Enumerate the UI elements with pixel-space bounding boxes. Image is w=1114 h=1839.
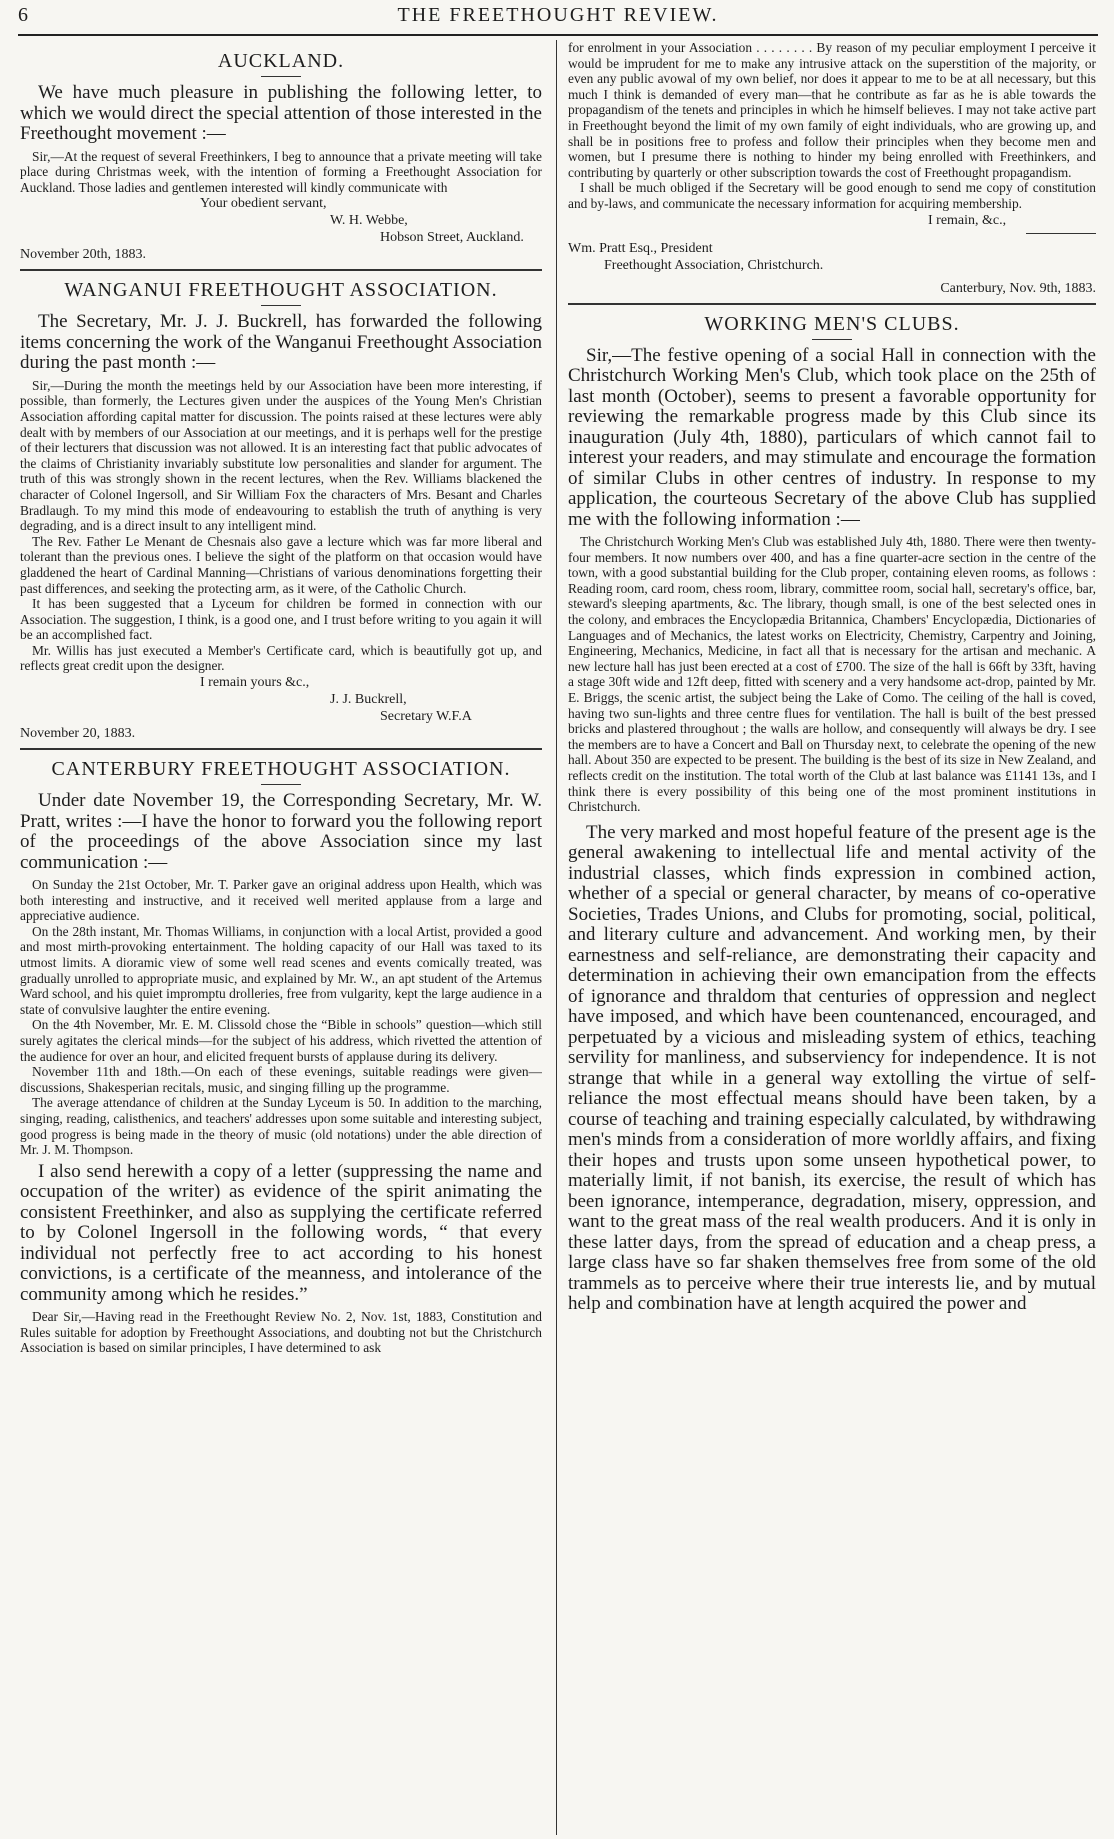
section-separator	[20, 269, 542, 271]
letter-paragraph: for enrolment in your Association . . . . . . . . By reason of my peculiar employment I perceive it would be imprudent for me to make any intrusive attack on the superstition of the majority, or even any public avowal of my own belief, nor does it appear to me to be at all necessary, but this much I think is demanded of every man—that he contribute as far as he is able towards the propagandism of the tenets and principles in which he himself believes. I may not take active part in Freethought beyond the limit of my own family of eight individuals, who are growing up, and shall be in positions free to profess and follow their principles when they become men and women, but I presume there is nothing to hinder my being enrolled with Freethinkers, and contributing by quarterly or other subscription towards the cost of Freethought propagandism.	[568, 40, 1096, 180]
letter-address: Hobson Street, Auckland.	[380, 230, 524, 246]
article-canterbury-continued	[568, 40, 1096, 297]
report-paragraph: On the 28th instant, Mr. Thomas Williams, in conjunction with a local Artist, provided a good and most mirth-provoking entertainment. The holding capacity of our Hall was taxed to its utmost limits. A dioramic view of some well read scenes and events comically treated, was gradually unrolled to appropriate music, and explained by Mr. W., an apt student of the Artemus Ward school, and his quiet impromptu drolleries, free from vulgarity, kept the large audience in a state of convulsive laughter the entire evening.	[20, 923, 542, 1017]
heading-rule	[261, 76, 301, 77]
right-column	[568, 40, 1096, 1835]
letter-recipient-org: Freethought Association, Christchurch.	[604, 257, 824, 273]
article-lead: Under date November 19, the Corresponding Secretary, Mr. W. Pratt, writes :—I have the honor to forward you the following report of the proceedings of the above Association since my last communication :—	[20, 790, 542, 873]
article-heading: WANGANUI FREETHOUGHT ASSOCIATION.	[64, 279, 498, 302]
letter-date: November 20, 1883.	[20, 726, 136, 742]
column-divider	[556, 40, 557, 1835]
letter-signer: J. J. Buckrell,	[330, 692, 407, 708]
letter-paragraph: Sir,—During the month the meetings held by our Association have been more interesting, if possible, than formerly, the Lectures given under the auspices of the Young Men's Christian Association affording capital matter for discussion. The points raised at these lectures were ably dealt with by members of our Association at our meetings, and it is perhaps well for the prestige of their lecturers that discussion was not allowed. It is an interesting fact that public advocates of the claims of Christianity invariably substitute low personalities and slander for argument. The truth of this was strongly shown in the recent lectures, when the Rev. Williams blackened the character of Colonel Ingersoll, and Sir William Fox the characters of Mrs. Besant and Charles Bradlaugh. To my mind this mode of endeavouring to establish the truth of anything is very degrading, and is a direct insult to any intelligent mind.	[20, 377, 542, 534]
letter-paragraph: I shall be much obliged if the Secretary will be good enough to send me copy of constitution and by-laws, and communicate the necessary information for acquiring membership.	[568, 180, 1096, 211]
header-rule	[18, 34, 1098, 36]
article-heading: WORKING MEN'S CLUBS.	[704, 312, 960, 335]
article-paragraph: The very marked and most hopeful feature of the present age is the general awakening to intellectual life and mental activity of the industrial classes, which finds expression in combined action, whether of a special or general character, by means of co-operative Societies, Trades Unions, and Clubs for promoting, social, political, and literary culture and advancement. And working men, by their earnestness and self-reliance, are demonstrating their capacity and determination in achieving their own emancipation from the effects of ignorance and thraldom that centuries of oppression and neglect have imposed, and which have been countenanced, encouraged, and perpetuated by a vicious and misleading system of ethics, teaching servility for manliness, and subserviency for independence. It is not strange that while in a general way extolling the virtue of self-reliance the most effectual means should have been taken, by a course of teaching and training especially calculated, by withdrawing men's minds from a consideration of more worldly affairs, and fixing their hopes and trusts upon some unseen hypothetical power, to materially limit, if not banish, its exercise, the result of which has been ignorance, intemperance, degradation, misery, oppression, and want to the great mass of the real wealth producers. And it is only in these latter days, from the spread of education and a cheap press, a large class have so far shaken themselves free from some of the old trammels as to perceive where their true interests lie, and by mutual help and combination have at length acquired the power and	[568, 821, 1096, 1315]
letter-date: November 20th, 1883.	[20, 247, 146, 263]
heading-rule	[261, 305, 301, 306]
letter-paragraph: It has been suggested that a Lyceum for children be formed in connection with our Association. The suggestion, I think, is a good one, and I trust before writing to you again it will be an accomplished fact.	[20, 596, 542, 643]
article-working-mens-clubs	[568, 313, 1096, 1315]
report-paragraph: On Sunday the 21st October, Mr. T. Parker gave an original address upon Health, which was both interesting and instructive, and it received well merited applause from a large and appreciative audience.	[20, 877, 542, 924]
article-auckland	[20, 50, 542, 263]
report-paragraph: November 11th and 18th.—On each of these evenings, suitable readings were given—discussions, Shakesperian recitals, music, and singing filling up the programme.	[20, 1064, 542, 1095]
article-lead: I also send herewith a copy of a letter (suppressing the name and occupation of the writer) as evidence of the spirit animating the consistent Freethinker, and also as supplying the certificate referred to by Colonel Ingersoll in the following words, “ that every individual not perfectly free to act according to his honest convictions, is a certificate of the meanness, and intolerance of the community among which he resides.”	[20, 1160, 542, 1305]
letter-closing: Your obedient servant,	[200, 196, 327, 212]
page-number: 6	[18, 4, 28, 26]
article-lead: Sir,—The festive opening of a social Hall in connection with the Christchurch Working Men's Club, which took place on the 25th of last month (October), seems to present a favorable opportunity for reviewing the remarkable progress made by this Club since its inauguration (July 4th, 1880), particulars of which cannot fail to interest your readers, and may stimulate and encourage the formation of similar Clubs in other centres of industry. In response to my application, the courteous Secretary of the above Club has supplied me with the following information :—	[568, 344, 1096, 530]
left-column	[20, 40, 542, 1835]
letter-text: Sir,—At the request of several Freethinkers, I beg to announce that a private meeting will take place during Christmas week, with the intention of forming a Freethought Association for Auckland. Those ladies and gentlemen interested will kindly communicate with	[20, 148, 542, 195]
masthead-title: THE FREETHOUGHT REVIEW.	[397, 4, 719, 26]
page-header	[18, 4, 1098, 32]
letter-paragraph: The Rev. Father Le Menant de Chesnais also gave a lecture which was far more liberal and tolerant than the previous ones. I believe the sight of the platform on that occasion would have gladdened the heart of Cardinal Manning—Christians of various denominations forgetting their past differences, and seeking the protecting arm, as it were, of the Catholic Church.	[20, 533, 542, 596]
section-separator	[568, 303, 1096, 305]
heading-rule	[261, 784, 301, 785]
article-lead: The Secretary, Mr. J. J. Buckrell, has forwarded the following items concerning the work of the Wanganui Freethought Association during the past month :—	[20, 311, 542, 374]
letter-date: Canterbury, Nov. 9th, 1883.	[940, 280, 1096, 296]
article-heading: AUCKLAND.	[217, 50, 345, 72]
report-paragraph: The average attendance of children at the Sunday Lyceum is 50. In addition to the marching, singing, reading, calisthenics, and teachers' addresses upon some suitable and interesting subject, good progress is being made in the theory of music (old notations) under the able direction of Mr. J. M. Thompson.	[20, 1095, 542, 1158]
article-canterbury	[20, 758, 542, 1356]
letter-paragraph: Dear Sir,—Having read in the Freethought Review No. 2, Nov. 1st, 1883, Constitution and Rules suitable for adoption by Freethought Associations, and doubting not but the Christchurch Association is based on similar principles, I have determined to ask	[20, 1309, 542, 1356]
letter-closing: I remain, &c.,	[928, 212, 1007, 228]
signature-rule	[1026, 233, 1096, 234]
article-lead: We have much pleasure in publishing the following letter, to which we would direct the special attention of those interested in the Freethought movement :—	[20, 82, 542, 144]
article-wanganui	[20, 279, 542, 742]
heading-rule	[812, 339, 852, 340]
letter-recipient: Wm. Pratt Esq., President	[568, 240, 713, 256]
article-heading: CANTERBURY FREETHOUGHT ASSOCIATION.	[51, 758, 511, 781]
letter-closing: I remain yours &c.,	[200, 675, 310, 691]
letter-paragraph: Mr. Willis has just executed a Member's Certificate card, which is beautifully got up, and reflects great credit upon the designer.	[20, 642, 542, 674]
section-separator	[20, 748, 542, 750]
report-paragraph: The Christchurch Working Men's Club was established July 4th, 1880. There were then twenty-four members. It now numbers over 400, and has a fine quarter-acre section in the centre of the town, with a good substantial building for the Club proper, containing eleven rooms, as follows : Reading room, card room, chess room, library, committee room, social hall, secretary's office, bar, steward's sleeping apartments, &c. The library, though small, is one of the best selected ones in the colony, and embraces the Encyclopædia Britannica, Chambers' Encyclopædia, Dictionaries of Languages and of Mechanics, the latest works on Electricity, Chemistry, Carpentry and Joining, Engineering, Mechanics, Medicine, in fact all that is necessary for the artisan and mechanic. A new lecture hall has just been erected at a cost of £700. The size of the hall is 66ft by 33ft, having a stage 30ft wide and 12ft deep, fitted with scenery and a very handsome act-drop, painted by Mr. E. Briggs, the scenic artist, the subject being the Lake of Como. The ceiling of the hall is coved, having two sun-lights and three centre flues for ventilation. The hall is built of the best pressed bricks and plastered throughout ; the walls are hollow, and consequently will always be dry. I see the members are to have a Concert and Ball on Thursday next, to celebrate the opening of the new hall. About 350 are expected to be present. The building is the best of its size in New Zealand, and reflects credit on the institution. The total worth of the Club at last balance was £1141 13s, and I think there is every possibility of this being one of the most prominent institutions in Christchurch.	[568, 534, 1096, 815]
letter-role: Secretary W.F.A	[380, 709, 472, 725]
report-paragraph: On the 4th November, Mr. E. M. Clissold chose the “Bible in schools” question—which still surely agitates the clerical minds—for the subject of his address, which rivetted the attention of the audience for over an hour, and elicited frequent bursts of applause during its delivery.	[20, 1017, 542, 1064]
letter-signer: W. H. Webbe,	[330, 213, 408, 229]
